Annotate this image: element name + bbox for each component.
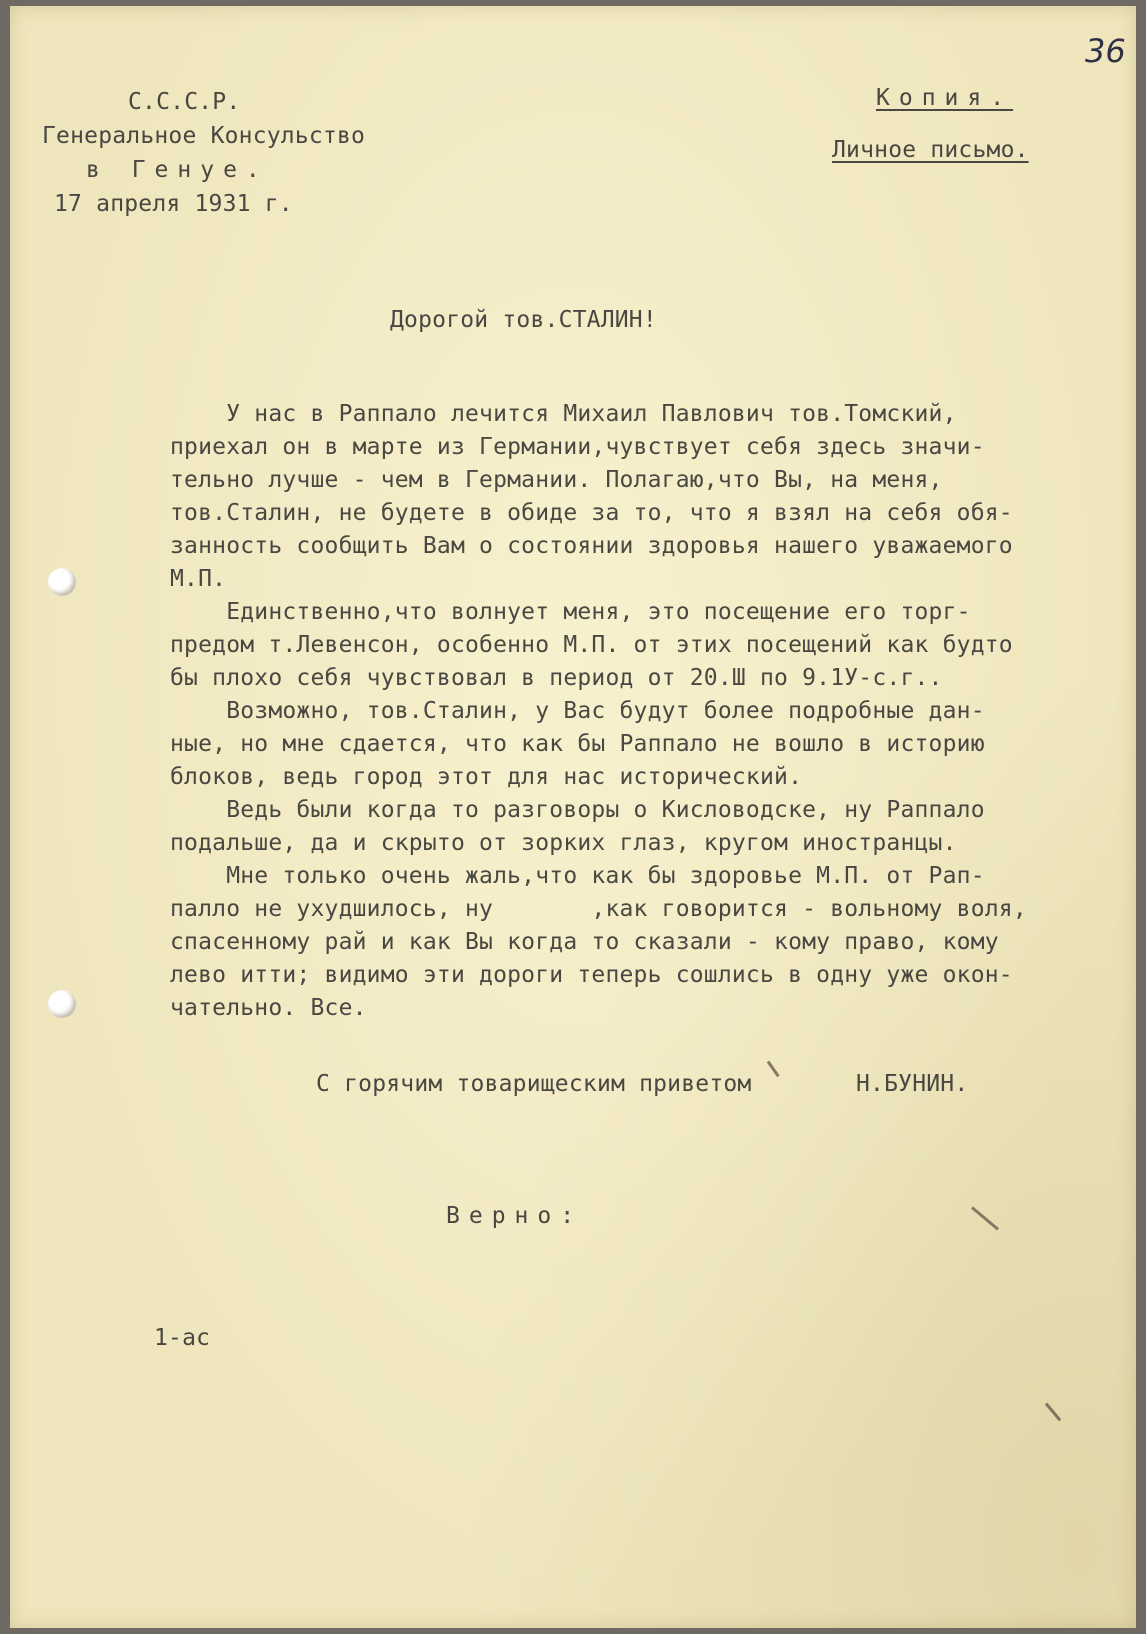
- page-number: 36: [1085, 32, 1126, 70]
- salutation: Дорогой тов.СТАЛИН!: [390, 307, 657, 333]
- body-line: У нас в Раппало лечится Михаил Павлович тов.Томский,: [170, 401, 957, 427]
- signature: Н.БУНИН.: [856, 1071, 969, 1097]
- body-line: спасенному рай и как Вы когда то сказали - кому право, кому: [170, 929, 999, 955]
- body-line: Мне только очень жаль,что как бы здоровье М.П. от Рап-: [170, 863, 985, 889]
- punch-hole-bottom: [48, 990, 76, 1018]
- pen-mark: [767, 1061, 780, 1077]
- paper-sheet: [10, 6, 1136, 1628]
- header-city: в Генуе.: [86, 157, 269, 183]
- body-line: блоков, ведь город этот для нас исторический.: [170, 764, 803, 790]
- body-line: приехал он в марте из Германии,чувствует себя здесь значи-: [170, 434, 985, 460]
- body-line: тов.Сталин, не будете в обиде за то, что я взял на себя обя-: [170, 500, 1013, 526]
- personal-letter-label: Личное письмо.: [832, 137, 1029, 163]
- body-line: бы плохо себя чувствовал в период от 20.Ш по 9.1У-с.г..: [170, 665, 943, 691]
- body-line: занность сообщить Вам о состоянии здоровья нашего уважаемого: [170, 533, 1013, 559]
- verified-label: Верно:: [446, 1203, 584, 1229]
- body-line: Единственно,что волнует меня, это посещение его торг-: [170, 599, 971, 625]
- body-line: М.П.: [170, 566, 227, 592]
- body-line: Возможно, тов.Сталин, у Вас будут более подробные дан-: [170, 698, 985, 724]
- header-consulate: Генеральное Консульство: [42, 123, 366, 149]
- body-line: тельно лучше - чем в Германии. Полагаю,что Вы, на меня,: [170, 467, 943, 493]
- pen-mark: [971, 1206, 999, 1230]
- body-line: предом т.Левенсон, особенно М.П. от этих посещений как будто: [170, 632, 1013, 658]
- body-line: чательно. Все.: [170, 995, 367, 1021]
- body-line: Ведь были когда то разговоры о Кисловодске, ну Раппало: [170, 797, 985, 823]
- body-line: ные, но мне сдается, что как бы Раппало не вошло в историю: [170, 731, 985, 757]
- body-line: лево итти; видимо эти дороги теперь сошлись в одну уже окон-: [170, 962, 1013, 988]
- body-line: подальше, да и скрыто от зорких глаз, кругом иностранцы.: [170, 830, 957, 856]
- punch-hole-top: [48, 568, 76, 596]
- header-date: 17 апреля 1931 г.: [54, 191, 293, 217]
- copy-mark: Копия.: [876, 85, 1014, 111]
- pen-mark: [1045, 1403, 1061, 1422]
- closing-line: С горячим товарищеским приветом: [316, 1071, 752, 1097]
- reference-code: 1-ас: [154, 1325, 211, 1351]
- body-line: палло не ухудшилось, ну ,как говорится - вольному воля,: [170, 896, 1027, 922]
- header-country: С.С.С.Р.: [128, 89, 241, 115]
